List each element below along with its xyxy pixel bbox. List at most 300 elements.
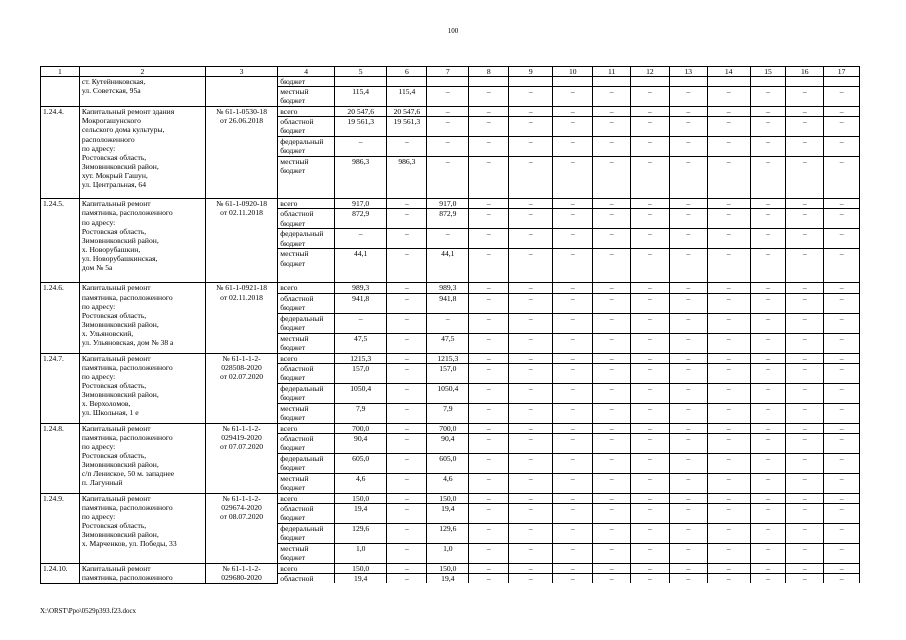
value-cell: –	[750, 107, 786, 117]
column-number-cell: 17	[824, 67, 860, 77]
value-cell: –	[593, 523, 631, 543]
value-cell: –	[469, 199, 509, 209]
value-cell: –	[786, 563, 824, 573]
value-cell: –	[553, 249, 593, 283]
value-cell: –	[427, 137, 469, 157]
funding-source-cell: всего	[278, 423, 335, 433]
value-cell: –	[750, 333, 786, 353]
value-cell: –	[593, 117, 631, 137]
value-cell: –	[427, 313, 469, 333]
value-cell: –	[824, 117, 860, 137]
value-cell: –	[750, 209, 786, 229]
value-cell: –	[750, 433, 786, 453]
item-number-cell: 1.24.6.	[41, 283, 80, 353]
value-cell: 19 561,3	[387, 117, 427, 137]
value-cell: –	[824, 353, 860, 363]
value-cell: –	[786, 313, 824, 333]
value-cell: –	[509, 209, 553, 229]
funding-source-cell: всего	[278, 493, 335, 503]
funding-source-cell: областной бюджет	[278, 503, 335, 523]
value-cell: 941,8	[427, 293, 469, 313]
value-cell: –	[387, 493, 427, 503]
value-cell: –	[707, 249, 750, 283]
funding-source-cell: местный бюджет	[278, 157, 335, 199]
value-cell	[593, 77, 631, 87]
value-cell: –	[824, 137, 860, 157]
value-cell: –	[469, 493, 509, 503]
column-number-cell: 15	[750, 67, 786, 77]
value-cell: –	[824, 283, 860, 293]
value-cell: 44,1	[334, 249, 386, 283]
value-cell: 989,3	[334, 283, 386, 293]
value-cell: –	[750, 493, 786, 503]
value-cell: –	[593, 423, 631, 433]
value-cell: –	[509, 403, 553, 423]
funding-source-cell: областной бюджет	[278, 363, 335, 383]
value-cell: –	[707, 107, 750, 117]
value-cell: –	[786, 117, 824, 137]
value-cell: –	[469, 353, 509, 363]
value-cell: –	[707, 137, 750, 157]
value-cell: –	[509, 313, 553, 333]
value-cell: –	[669, 453, 707, 473]
value-cell: –	[593, 453, 631, 473]
object-name-cell: Капитальный ремонт памятника, расположенного по адресу: Ростовская область, Зимовниковский район, х. Марченков, ул. Победы, 33	[79, 493, 205, 563]
value-cell: –	[669, 503, 707, 523]
value-cell: –	[786, 363, 824, 383]
value-cell: –	[509, 363, 553, 383]
value-cell: –	[824, 493, 860, 503]
funding-source-cell: местный бюджет	[278, 333, 335, 353]
column-number-cell: 10	[553, 67, 593, 77]
value-cell: –	[469, 563, 509, 573]
value-cell: –	[669, 249, 707, 283]
funding-source-cell: областной бюджет	[278, 209, 335, 229]
value-cell: –	[750, 423, 786, 433]
funding-source-cell: местный бюджет	[278, 403, 335, 423]
value-cell: –	[553, 503, 593, 523]
value-cell: –	[750, 523, 786, 543]
column-number-cell: 13	[669, 67, 707, 77]
funding-source-cell: федеральный бюджет	[278, 523, 335, 543]
value-cell: –	[553, 473, 593, 493]
table-row	[41, 107, 860, 117]
value-cell: –	[669, 543, 707, 563]
value-cell: –	[707, 333, 750, 353]
value-cell: –	[469, 333, 509, 353]
value-cell: –	[593, 433, 631, 453]
value-cell: –	[593, 543, 631, 563]
value-cell: –	[553, 87, 593, 107]
value-cell: –	[631, 117, 670, 137]
value-cell: 1,0	[427, 543, 469, 563]
value-cell: –	[786, 209, 824, 229]
value-cell: –	[553, 353, 593, 363]
value-cell: –	[509, 473, 553, 493]
value-cell: –	[469, 229, 509, 249]
value-cell: –	[469, 87, 509, 107]
value-cell: 115,4	[334, 87, 386, 107]
value-cell: –	[509, 423, 553, 433]
value-cell: –	[387, 353, 427, 363]
value-cell	[387, 77, 427, 87]
value-cell: –	[669, 199, 707, 209]
value-cell: –	[707, 229, 750, 249]
value-cell: –	[334, 313, 386, 333]
value-cell: –	[387, 403, 427, 423]
table-row	[41, 493, 860, 503]
value-cell: –	[824, 293, 860, 313]
value-cell	[669, 77, 707, 87]
value-cell: 4,6	[334, 473, 386, 493]
value-cell: –	[750, 573, 786, 583]
value-cell: –	[669, 283, 707, 293]
value-cell: –	[631, 493, 670, 503]
value-cell: –	[750, 383, 786, 403]
value-cell: –	[509, 117, 553, 137]
value-cell: 44,1	[427, 249, 469, 283]
object-name-cell: Капитальный ремонт памятника, расположенного по адресу: Ростовская область, Зимовниковский район, х. Новорубашкин, ул. Новорубашкинская, дом № 5а	[79, 199, 205, 283]
object-name-cell: ст. Кутейниковская, ул. Советская, 95а	[79, 77, 205, 107]
value-cell: –	[553, 543, 593, 563]
value-cell: –	[469, 293, 509, 313]
value-cell: –	[631, 87, 670, 107]
value-cell: –	[553, 363, 593, 383]
value-cell: –	[824, 157, 860, 199]
value-cell: –	[387, 423, 427, 433]
value-cell: –	[387, 313, 427, 333]
value-cell: –	[669, 137, 707, 157]
value-cell: 150,0	[334, 493, 386, 503]
funding-source-cell: областной бюджет	[278, 117, 335, 137]
value-cell: –	[750, 563, 786, 573]
value-cell: –	[469, 423, 509, 433]
value-cell: 941,8	[334, 293, 386, 313]
value-cell: –	[387, 333, 427, 353]
value-cell: –	[593, 313, 631, 333]
value-cell: –	[553, 333, 593, 353]
value-cell: –	[786, 249, 824, 283]
value-cell: –	[387, 563, 427, 573]
value-cell: –	[750, 503, 786, 523]
document-number-cell: № 61-1-1-2- 029674-2020 от 08.07.2020	[205, 493, 277, 563]
value-cell: –	[707, 313, 750, 333]
value-cell: 605,0	[427, 453, 469, 473]
funding-source-cell: бюджет	[278, 77, 335, 87]
value-cell: –	[707, 283, 750, 293]
value-cell: 605,0	[334, 453, 386, 473]
value-cell: –	[631, 363, 670, 383]
value-cell: –	[707, 117, 750, 137]
value-cell: –	[786, 403, 824, 423]
value-cell: 90,4	[427, 433, 469, 453]
value-cell: –	[509, 353, 553, 363]
value-cell: –	[469, 107, 509, 117]
table-row	[41, 283, 860, 293]
value-cell: –	[631, 473, 670, 493]
value-cell: –	[669, 423, 707, 433]
value-cell: –	[631, 383, 670, 403]
table-row	[41, 563, 860, 573]
value-cell: –	[334, 229, 386, 249]
value-cell: –	[707, 87, 750, 107]
value-cell: –	[669, 353, 707, 363]
value-cell: –	[631, 209, 670, 229]
value-cell: –	[593, 137, 631, 157]
value-cell: –	[824, 229, 860, 249]
value-cell: –	[707, 503, 750, 523]
value-cell: –	[387, 383, 427, 403]
value-cell	[509, 77, 553, 87]
value-cell: –	[824, 249, 860, 283]
value-cell: –	[669, 433, 707, 453]
value-cell: –	[631, 573, 670, 583]
value-cell: –	[824, 433, 860, 453]
value-cell: –	[387, 433, 427, 453]
table-row	[41, 423, 860, 433]
value-cell	[553, 77, 593, 87]
value-cell: –	[631, 563, 670, 573]
value-cell: –	[469, 543, 509, 563]
value-cell: –	[786, 293, 824, 313]
value-cell: –	[786, 523, 824, 543]
value-cell: –	[707, 543, 750, 563]
value-cell	[469, 77, 509, 87]
value-cell: –	[824, 573, 860, 583]
value-cell: –	[553, 573, 593, 583]
value-cell: –	[387, 573, 427, 583]
value-cell: –	[593, 157, 631, 199]
value-cell: –	[824, 333, 860, 353]
value-cell: –	[669, 493, 707, 503]
column-number-cell: 6	[387, 67, 427, 77]
value-cell: –	[553, 199, 593, 209]
value-cell: –	[387, 503, 427, 523]
column-number-cell: 7	[427, 67, 469, 77]
value-cell: –	[553, 229, 593, 249]
value-cell: –	[553, 137, 593, 157]
value-cell: –	[631, 523, 670, 543]
value-cell: –	[669, 209, 707, 229]
value-cell: –	[553, 117, 593, 137]
value-cell: –	[669, 107, 707, 117]
value-cell: –	[553, 523, 593, 543]
value-cell: 157,0	[334, 363, 386, 383]
value-cell: 872,9	[427, 209, 469, 229]
value-cell: –	[469, 503, 509, 523]
column-number-cell: 5	[334, 67, 386, 77]
item-number-cell: 1.24.5.	[41, 199, 80, 283]
value-cell: 90,4	[334, 433, 386, 453]
value-cell: –	[750, 157, 786, 199]
value-cell: –	[707, 293, 750, 313]
funding-source-cell: федеральный бюджет	[278, 313, 335, 333]
value-cell: –	[631, 453, 670, 473]
value-cell: –	[509, 503, 553, 523]
column-number-cell: 12	[631, 67, 670, 77]
value-cell: –	[707, 199, 750, 209]
value-cell: –	[509, 383, 553, 403]
value-cell: –	[824, 563, 860, 573]
value-cell: –	[750, 199, 786, 209]
value-cell: –	[509, 523, 553, 543]
value-cell: –	[553, 313, 593, 333]
value-cell: –	[553, 403, 593, 423]
value-cell: –	[786, 573, 824, 583]
value-cell: –	[509, 249, 553, 283]
value-cell: –	[509, 453, 553, 473]
value-cell: –	[553, 293, 593, 313]
value-cell: –	[750, 87, 786, 107]
funding-source-cell: местный бюджет	[278, 473, 335, 493]
value-cell: –	[669, 333, 707, 353]
value-cell: –	[631, 293, 670, 313]
value-cell: –	[786, 87, 824, 107]
value-cell: –	[631, 433, 670, 453]
value-cell: 1215,3	[334, 353, 386, 363]
value-cell: –	[593, 403, 631, 423]
value-cell: 19,4	[427, 573, 469, 583]
funding-source-cell: всего	[278, 199, 335, 209]
value-cell: 19 561,3	[334, 117, 386, 137]
value-cell: –	[593, 333, 631, 353]
value-cell: –	[631, 249, 670, 283]
funding-source-cell: федеральный бюджет	[278, 137, 335, 157]
value-cell: –	[469, 209, 509, 229]
value-cell: –	[593, 493, 631, 503]
value-cell: –	[427, 117, 469, 137]
value-cell: –	[824, 199, 860, 209]
value-cell: 20 547,6	[334, 107, 386, 117]
value-cell: –	[553, 563, 593, 573]
value-cell: –	[631, 503, 670, 523]
value-cell: –	[469, 249, 509, 283]
value-cell: –	[593, 573, 631, 583]
value-cell: –	[509, 283, 553, 293]
value-cell: –	[553, 157, 593, 199]
value-cell: 1050,4	[427, 383, 469, 403]
value-cell: –	[553, 209, 593, 229]
value-cell: –	[786, 229, 824, 249]
value-cell: –	[786, 199, 824, 209]
table-row	[41, 353, 860, 363]
value-cell: 47,5	[427, 333, 469, 353]
value-cell: –	[750, 293, 786, 313]
column-number-cell: 4	[278, 67, 335, 77]
value-cell: –	[631, 157, 670, 199]
value-cell: –	[707, 523, 750, 543]
column-number-cell: 2	[79, 67, 205, 77]
object-name-cell: Капитальный ремонт памятника, расположенного по адресу: Ростовская область, Зимовниковский район, х. Ульяновский, ул. Ульяновская, дом № 38 а	[79, 283, 205, 353]
value-cell: –	[387, 249, 427, 283]
value-cell: –	[631, 423, 670, 433]
value-cell: –	[509, 433, 553, 453]
value-cell: –	[786, 473, 824, 493]
value-cell: –	[387, 473, 427, 493]
value-cell: –	[750, 543, 786, 563]
funding-source-cell: местный бюджет	[278, 249, 335, 283]
value-cell: –	[469, 403, 509, 423]
value-cell	[824, 77, 860, 87]
value-cell: –	[750, 117, 786, 137]
funding-source-cell: местный бюджет	[278, 543, 335, 563]
value-cell: –	[750, 313, 786, 333]
value-cell: –	[509, 493, 553, 503]
value-cell: –	[824, 543, 860, 563]
value-cell: –	[593, 107, 631, 117]
value-cell: –	[469, 453, 509, 473]
value-cell: –	[593, 229, 631, 249]
item-number-cell	[41, 77, 80, 107]
value-cell: –	[553, 433, 593, 453]
object-name-cell: Капитальный ремонт памятника, расположенного	[79, 563, 205, 583]
value-cell: 7,9	[334, 403, 386, 423]
value-cell: –	[593, 473, 631, 493]
value-cell: –	[669, 573, 707, 583]
value-cell: –	[553, 107, 593, 117]
value-cell: –	[469, 573, 509, 583]
value-cell: –	[387, 229, 427, 249]
value-cell: –	[631, 199, 670, 209]
value-cell: –	[509, 543, 553, 563]
value-cell: –	[553, 453, 593, 473]
value-cell: 700,0	[427, 423, 469, 433]
value-cell: –	[509, 333, 553, 353]
value-cell: 19,4	[334, 503, 386, 523]
value-cell: –	[786, 423, 824, 433]
value-cell: –	[631, 229, 670, 249]
value-cell: –	[824, 363, 860, 383]
value-cell: –	[707, 363, 750, 383]
value-cell: –	[824, 453, 860, 473]
value-cell: –	[427, 157, 469, 199]
table-row	[41, 77, 860, 87]
value-cell: –	[593, 209, 631, 229]
value-cell: –	[334, 137, 386, 157]
value-cell: –	[786, 383, 824, 403]
table-row	[41, 199, 860, 209]
value-cell: –	[593, 383, 631, 403]
value-cell: 989,3	[427, 283, 469, 293]
document-number-cell: № 61-1-1-2- 029680-2020	[205, 563, 277, 583]
value-cell: 129,6	[427, 523, 469, 543]
value-cell	[750, 77, 786, 87]
document-number-cell: № 61-1-0920-18 от 02.11.2018	[205, 199, 277, 283]
value-cell: –	[509, 87, 553, 107]
value-cell: 986,3	[334, 157, 386, 199]
value-cell: –	[593, 563, 631, 573]
funding-source-cell: областной	[278, 573, 335, 583]
value-cell: –	[786, 453, 824, 473]
value-cell: –	[509, 293, 553, 313]
value-cell: –	[707, 383, 750, 403]
value-cell: –	[387, 283, 427, 293]
value-cell: –	[707, 423, 750, 433]
value-cell: –	[824, 503, 860, 523]
funding-source-cell: федеральный бюджет	[278, 383, 335, 403]
value-cell: –	[509, 573, 553, 583]
value-cell	[631, 77, 670, 87]
value-cell: –	[427, 87, 469, 107]
value-cell: –	[707, 433, 750, 453]
value-cell: –	[553, 383, 593, 403]
value-cell: 19,4	[334, 573, 386, 583]
value-cell: –	[553, 493, 593, 503]
value-cell: –	[469, 157, 509, 199]
value-cell: –	[824, 107, 860, 117]
value-cell: –	[387, 363, 427, 383]
value-cell: –	[593, 87, 631, 107]
